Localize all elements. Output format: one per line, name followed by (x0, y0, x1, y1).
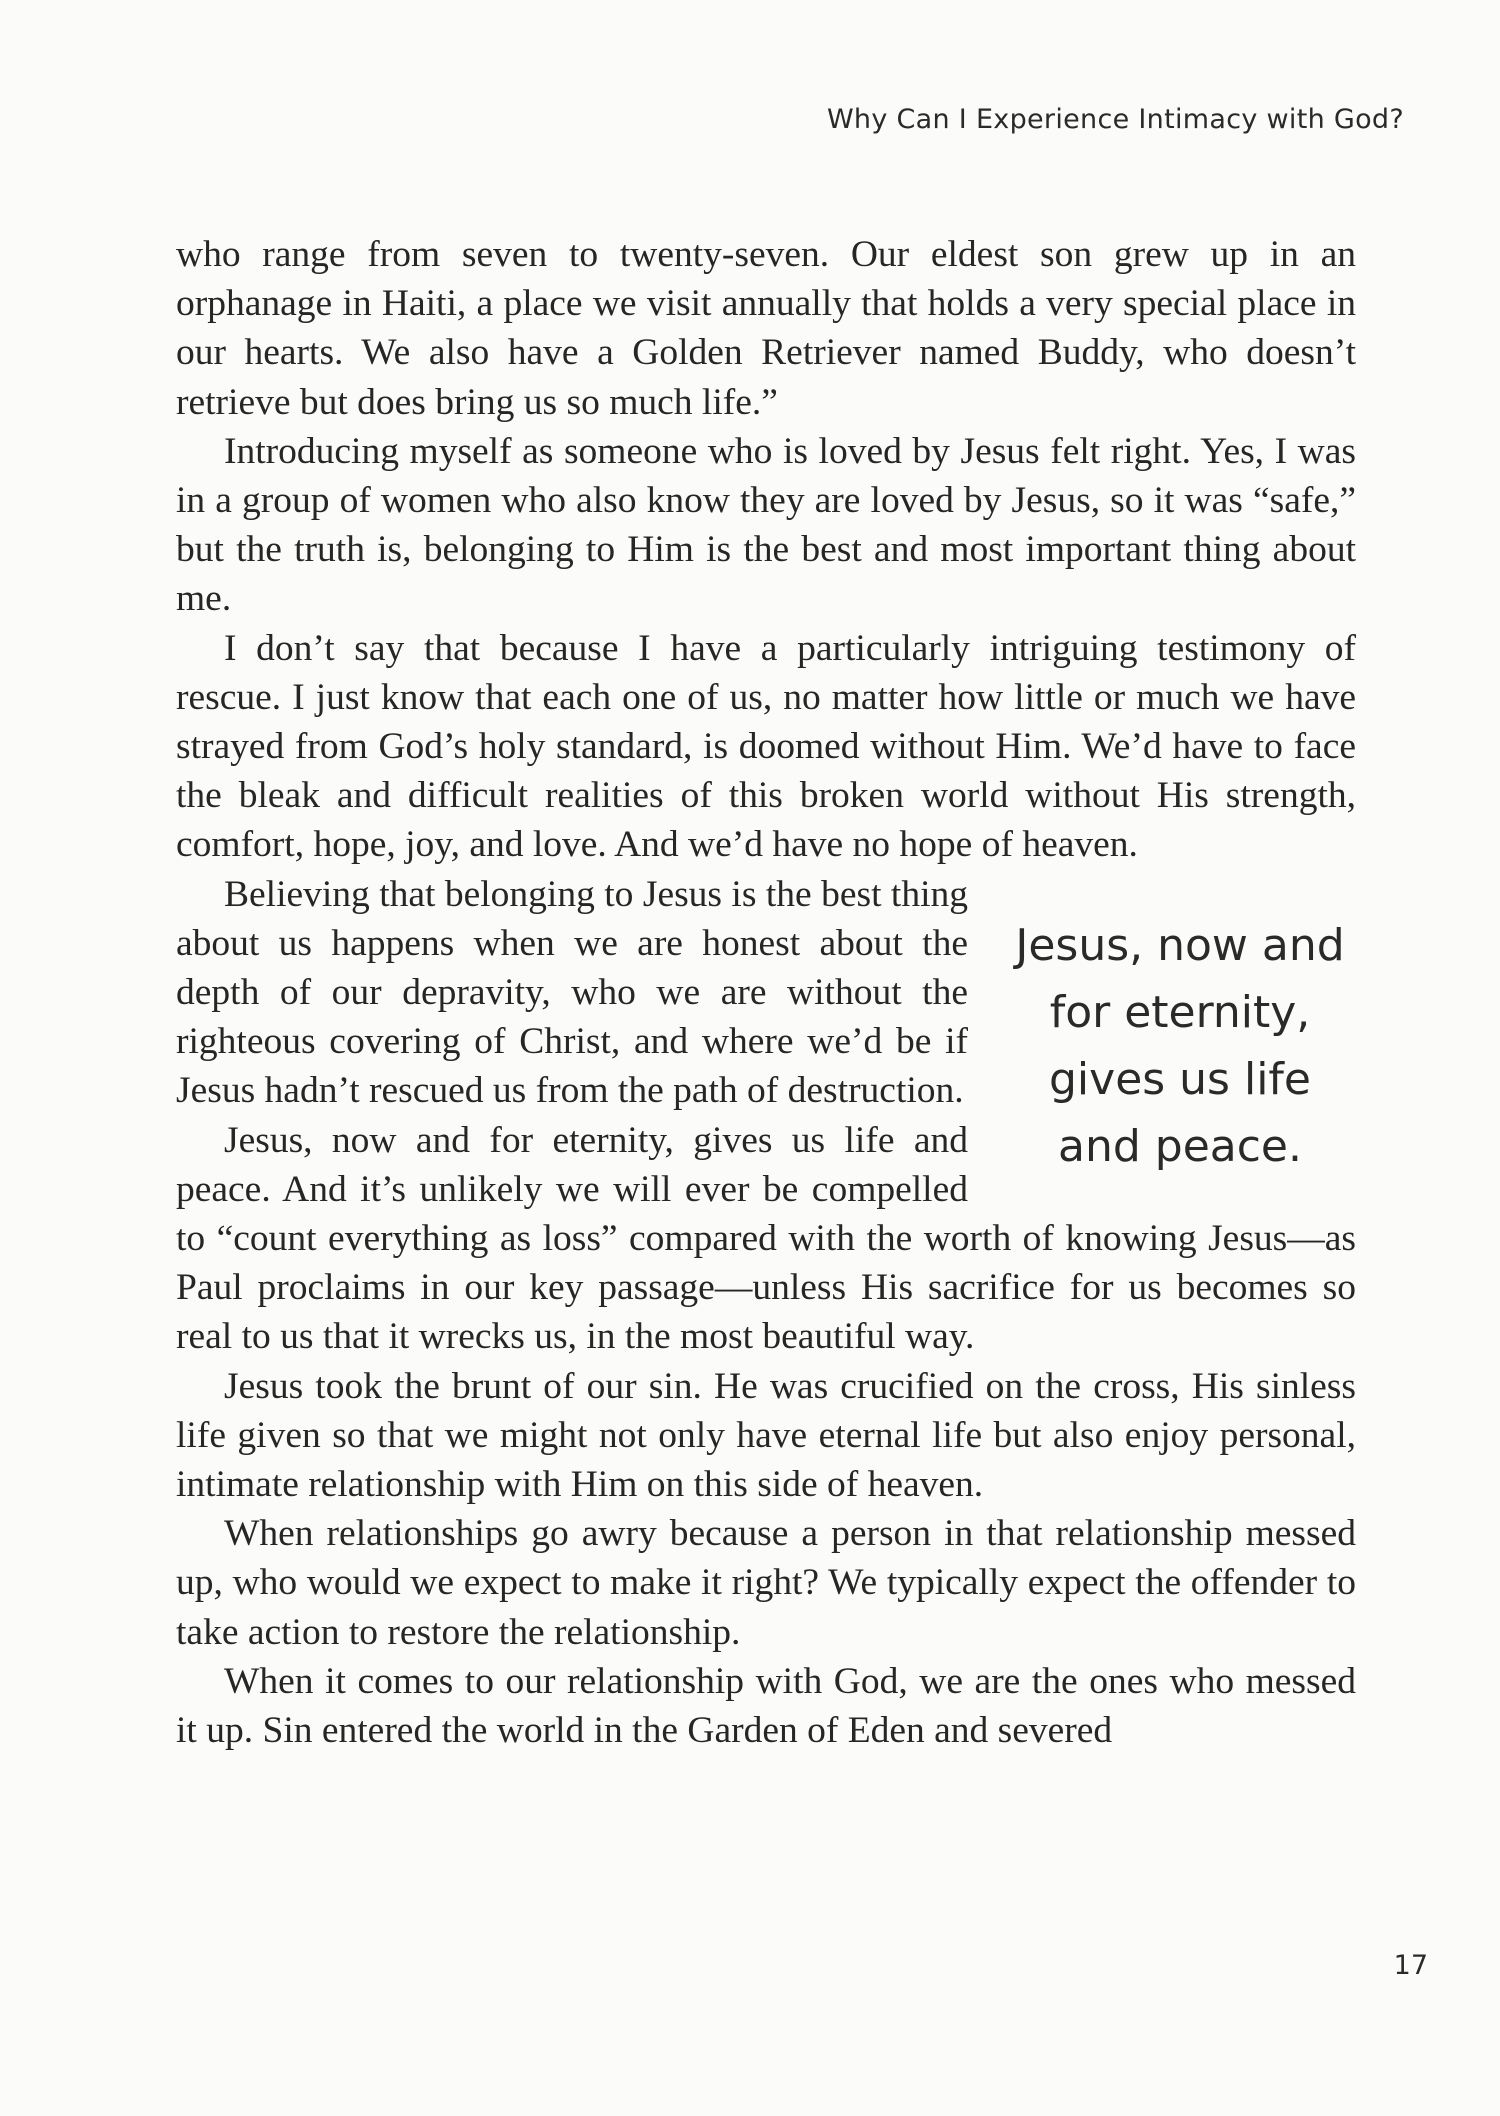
running-head: Why Can I Experience Intimacy with God? (826, 104, 1404, 135)
body-text (176, 230, 1356, 1755)
paragraph-7: When relationships go awry because a person in that relationship messed up, who would we expect to make it right? We typically expect the offender to take action to restore the relationship. (176, 1513, 1356, 1653)
paragraph-2: Introducing myself as someone who is loved by Jesus felt right. Yes, I was in a group of women who also know they are loved by Jesus, so it was “safe,” but the truth is, belonging to Him is the best and most important thing about me. (176, 430, 1356, 620)
paragraph-8: When it comes to our relationship with God, we are the ones who messed it up. Sin entered the world in the Garden of Eden and severed (176, 1660, 1356, 1752)
paragraph-1: who range from seven to twenty-seven. Our eldest son grew up in an orphanage in Haiti, a place we visit annually that holds a very special place in our hearts. We also have a Golden Retriever named Buddy, who doesn’t retrieve but does bring us so much life.” (176, 234, 1356, 423)
pull-quote: Jesus, now and for eternity, gives us life and peace. (1015, 919, 1345, 1172)
paragraph-3: I don’t say that because I have a particularly intriguing testimony of rescue. I just know that each one of us, no matter how little or much we have strayed from God’s holy standard, is doomed without Him. We’d have to face the bleak and difficult realities of this broken world without His strength, comfort, hope, joy, and love. And we’d have no hope of heaven. (176, 627, 1356, 866)
paragraph-6: Jesus took the brunt of our sin. He was crucified on the cross, His sinless life given so that we might not only have eternal life but also enjoy personal, intimate relationship with Him on this side of heaven. (176, 1365, 1356, 1506)
page-number: 17 (1393, 1950, 1428, 1981)
paragraph-4: Believing that belonging to Jesus is the best thing about us happens when we are honest about the depth of our depravity, who we are without the righteous covering of Christ, and where we’d be if Jesus hadn’t rescued us from the path of destruction. (176, 873, 968, 1112)
paragraph-5: Jesus, now and for eternity, gives us life and peace. And it’s unlikely we will ever be compelled to “count everything as loss” compared with the worth of knowing Jesus—as Paul proclaims in our key passage—unless His sacrifice for us becomes so real to us that it wrecks us, in the most beautiful way. (176, 1119, 1356, 1358)
